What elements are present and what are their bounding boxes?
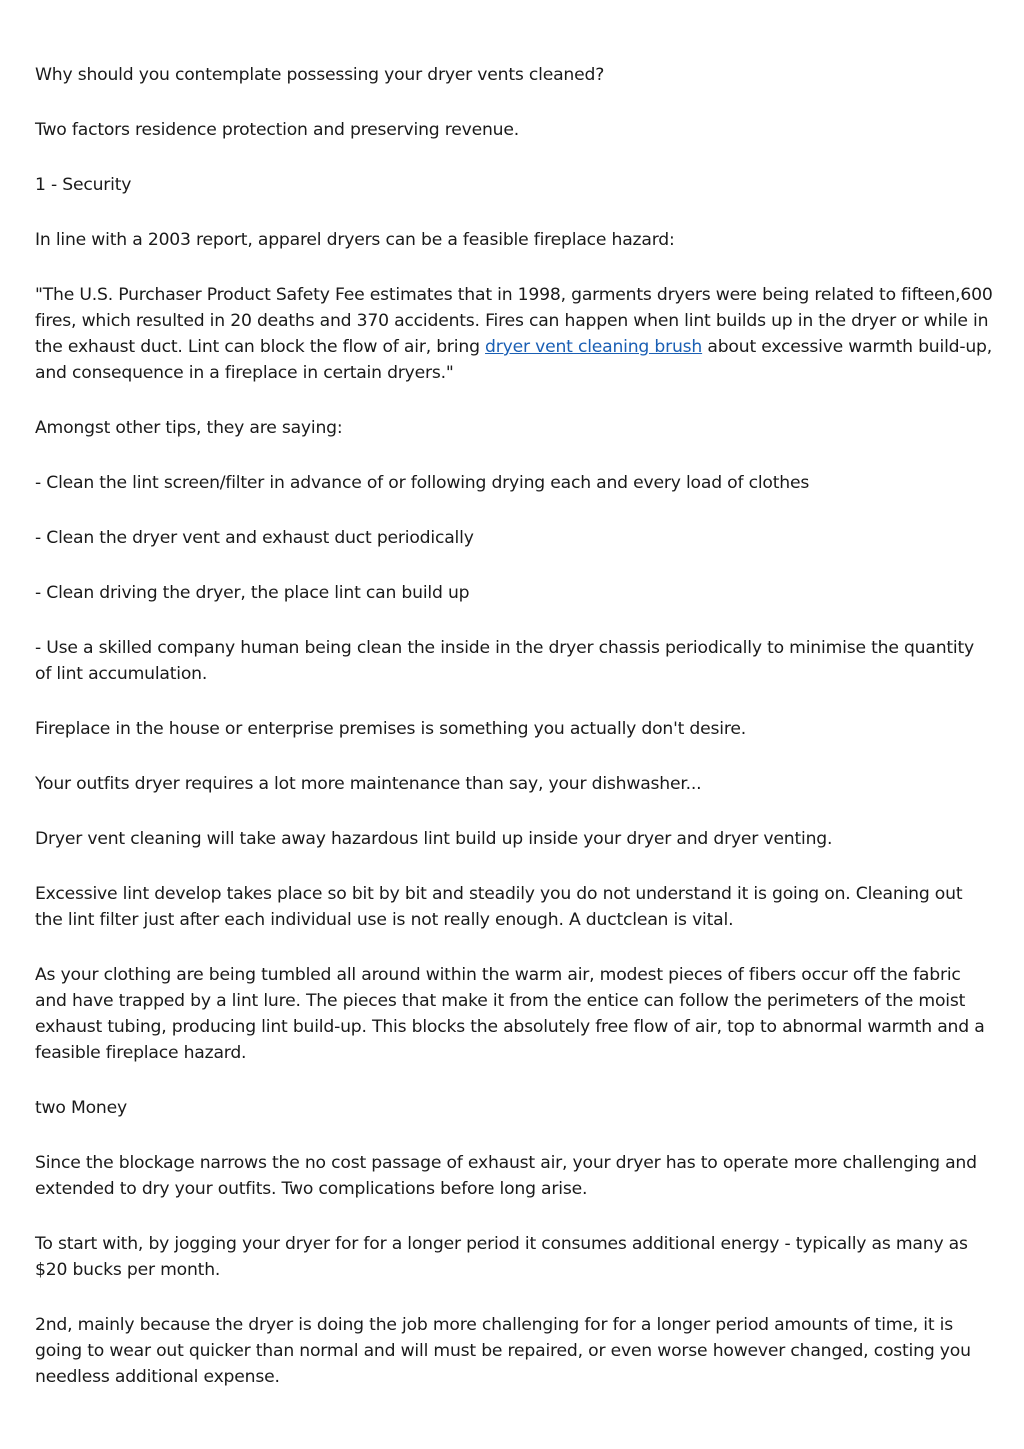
paragraph-report-intro: In line with a 2003 report, apparel dryers can be a feasible fireplace hazard: [35,230,675,250]
section-heading-security: 1 - Security [35,175,132,195]
quote-text-start: "The U.S. Purchaser Product Safety Fee estimates that in 1998, garments dryers were being related to fifteen,600 fires, which resulted in 20 deaths and 370 accidents. Fires can happen when lint builds up in the dryer or while in the exhaust duct. Lint can block the flow of air, bring [35,285,993,357]
paragraph-vent-cleaning: Dryer vent cleaning will take away hazardous lint build up inside your dryer and dryer venting. [35,829,833,849]
paragraph-maintenance: Your outfits dryer requires a lot more maintenance than say, your dishwasher... [35,774,702,794]
list-item-tip-vent-duct: - Clean the dryer vent and exhaust duct periodically [35,528,474,548]
list-item-tip-lint-screen: - Clean the lint screen/filter in advance of or following drying each and every load of clothes [35,473,810,493]
section-heading-money: two Money [35,1098,127,1118]
paragraph-blockage: Since the blockage narrows the no cost passage of exhaust air, your dryer has to operate more challenging and extended to dry your outfits. Two complications before long arise. [35,1153,977,1199]
paragraph-intro-question: Why should you contemplate possessing your dryer vents cleaned? [35,65,605,85]
paragraph-tumbling: As your clothing are being tumbled all around within the warm air, modest pieces of fibers occur off the fabric and have trapped by a lint lure. The pieces that make it from the entice can follow the perimeters of the moist exhaust tubing, producing lint build-up. This blocks the absolutely free flow of air, top to abnormal warmth and a feasible fireplace hazard. [35,965,985,1063]
paragraph-quote [35,282,995,386]
paragraph-energy-cost: To start with, by jogging your dryer for for a longer period it consumes additional energy - typically as many as $20 bucks per month. [35,1234,968,1280]
list-item-tip-professional: - Use a skilled company human being clean the inside in the dryer chassis periodically to minimise the quantity of lint accumulation. [35,638,975,684]
document-body [35,62,995,1419]
paragraph-lint-buildup: Excessive lint develop takes place so bit by bit and steadily you do not understand it is going on. Cleaning out the lint filter just after each individual use is not really enough. A ductclean is vital. [35,884,963,930]
paragraph-tips-intro: Amongst other tips, they are saying: [35,418,343,438]
paragraph-fire-undesired: Fireplace in the house or enterprise premises is something you actually don't desire. [35,719,746,739]
paragraph-wear-out: 2nd, mainly because the dryer is doing the job more challenging for for a longer period amounts of time, it is going to wear out quicker than normal and will must be repaired, or even worse however changed, costing you needless additional expense. [35,1315,971,1387]
list-item-tip-behind-dryer: - Clean driving the dryer, the place lint can build up [35,583,470,603]
quote-text-end: about excessive warmth build-up, and consequence in a fireplace in certain dryers." [35,337,993,383]
dryer-vent-cleaning-brush-link[interactable]: dryer vent cleaning brush [485,337,703,357]
paragraph-two-factors: Two factors residence protection and preserving revenue. [35,120,519,140]
